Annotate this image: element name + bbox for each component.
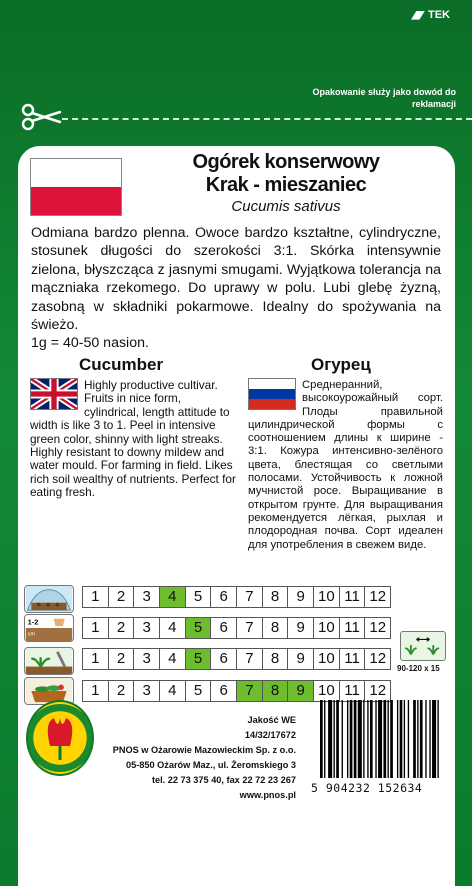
month-cell-11: 11 <box>340 618 366 638</box>
barcode-bar <box>413 700 416 778</box>
barcode-bar <box>425 700 426 778</box>
seedling-tray-icon <box>24 585 74 613</box>
cut-line <box>62 118 472 120</box>
barcode-bar <box>383 700 386 778</box>
month-cell-8: 8 <box>263 618 289 638</box>
barcode-bar <box>388 700 389 778</box>
barcode-bar <box>408 700 409 778</box>
svg-text:cm: cm <box>27 631 36 638</box>
month-cell-9: 9 <box>288 681 314 701</box>
company-info <box>90 713 296 803</box>
calendar-row-sowing-under-cover <box>82 586 391 608</box>
product-name-line1: Ogórek konserwowy <box>192 151 380 173</box>
month-cell-12: 12 <box>369 682 387 699</box>
month-cell-4: 4 <box>160 681 186 701</box>
barcode-bar <box>375 700 376 778</box>
company-address: 05-850 Ożarów Maz., ul. Żeromskiego 3 <box>125 760 296 770</box>
month-cell-1: 1 <box>83 681 109 701</box>
month-cell-7: 7 <box>237 681 263 701</box>
registration-number: 14/32/17672 <box>244 730 296 740</box>
month-cell-8: 8 <box>263 649 289 669</box>
barcode-bar <box>334 700 335 778</box>
month-cell-1: 1 <box>83 649 109 669</box>
month-cell-6: 6 <box>211 681 237 701</box>
month-cell-2: 2 <box>109 681 135 701</box>
company-name: PNOS w Ożarowie Mazowieckim Sp. z o.o. <box>112 745 296 755</box>
tek-brand-mark: TEK <box>411 9 450 21</box>
barcode-bar <box>363 700 364 778</box>
heading-russian: Огурец <box>311 355 371 374</box>
latin-name: Cucumis sativus <box>231 198 341 215</box>
seed-count: 1g = 40-50 nasion. <box>31 335 149 352</box>
month-cell-5: 5 <box>186 649 212 669</box>
month-cell-2: 2 <box>109 649 135 669</box>
month-cell-12: 12 <box>369 588 387 605</box>
month-cell-3: 3 <box>134 618 160 638</box>
month-cell-9: 9 <box>288 649 314 669</box>
month-cell-6: 6 <box>211 649 237 669</box>
barcode-bar <box>320 700 323 778</box>
description-ru: Среднеранний, высокоурожайный сорт. Плоды правильной цилиндрической формы с соотношением длины к ширине - 3:1. Кожура интенсивно-зелёного цвета, блестящая со светлыми полосами. Устойчивость к ложной мучнистой росе. Выращивание в открытом грунте. Для выращивания рекомендуется лёгкая, рыхлая и плодородная почва. Сорт идеален для употребления в свежем виде. <box>248 379 443 551</box>
russia-flag-icon <box>248 378 296 410</box>
month-cell-11: 11 <box>340 587 366 607</box>
month-cell-8: 8 <box>263 681 289 701</box>
barcode-digits: 5 904232 152634 <box>311 781 423 795</box>
month-cell-12: 12 <box>369 619 387 636</box>
month-cell-7: 7 <box>237 587 263 607</box>
barcode-bar <box>417 700 418 778</box>
month-cell-1: 1 <box>83 587 109 607</box>
description-pl: Odmiana bardzo plenna. Owoce bardzo kształtne, cylindryczne, stosunek długości do szerokości 3:1. Skórka intensywnie zielona, błyszcząca z jasnymi smugami. Wyjątkowa tolerancja na mączniaka rzekomego. Do uprawy w polu. Lubi glebę żyzną, zasobną w składniki pokarmowe. Idealny do spożywania na świeżo. 1g = 40-50 nasion. <box>31 225 441 352</box>
barcode-bar <box>429 700 430 778</box>
month-cell-9: 9 <box>288 618 314 638</box>
month-cell-2: 2 <box>109 587 135 607</box>
month-cell-5: 5 <box>186 587 212 607</box>
month-cell-12: 12 <box>369 650 387 667</box>
barcode-bar <box>350 700 353 778</box>
barcode-bar <box>336 700 339 778</box>
barcode-bar <box>400 700 403 778</box>
barcode-bar <box>420 700 423 778</box>
uk-flag-icon <box>30 378 78 410</box>
barcode-bar <box>324 700 325 778</box>
receipt-note: Opakowanie służy jako dowód do reklamacji <box>312 87 456 109</box>
month-cell-4: 4 <box>160 618 186 638</box>
month-cell-11: 11 <box>340 681 366 701</box>
month-cell-3: 3 <box>134 587 160 607</box>
month-cell-7: 7 <box>237 618 263 638</box>
barcode-bar <box>378 700 382 778</box>
poland-flag-icon <box>30 158 122 216</box>
barcode-bar <box>404 700 405 778</box>
tulip-logo-icon <box>28 702 92 774</box>
month-cell-5: 5 <box>186 618 212 638</box>
heading-english: Cucumber <box>79 355 164 374</box>
description-en: Highly productive cultivar. Fruits in nice form, cylindrical, length attitude to width is like 3 to 1. Peel in intensive green color, shinny with light streaks. Highly resistant to downy mildew and water mould. For farming in field. Likes rich soil wealthy of nutrients. Perfect for eating fresh. <box>30 378 236 500</box>
tek-logo-icon <box>411 11 425 20</box>
barcode-bar <box>370 700 373 778</box>
barcode-bar <box>354 700 357 778</box>
month-cell-10: 10 <box>314 681 340 701</box>
svg-text:1-2: 1-2 <box>27 617 39 627</box>
calendar-row-direct-sowing <box>82 617 391 639</box>
company-phone: tel. 22 73 375 40, fax 22 72 23 267 <box>151 775 296 785</box>
barcode-bar <box>347 700 348 778</box>
month-cell-4: 4 <box>160 587 186 607</box>
month-cell-3: 3 <box>134 649 160 669</box>
barcode-bar <box>397 700 398 778</box>
month-cell-10: 10 <box>314 649 340 669</box>
barcode-bar <box>328 700 332 778</box>
month-cell-4: 4 <box>160 649 186 669</box>
sowing-depth-icon <box>24 614 74 642</box>
month-cell-10: 10 <box>314 618 340 638</box>
barcode-bar <box>358 700 362 778</box>
barcode-bar <box>437 700 438 778</box>
plant-spacing-label: 90-120 x 15 <box>397 664 440 673</box>
month-cell-11: 11 <box>340 649 366 669</box>
month-cell-3: 3 <box>134 681 160 701</box>
plant-spacing-icon <box>400 631 446 661</box>
month-cell-6: 6 <box>211 618 237 638</box>
planting-out-icon <box>24 647 74 675</box>
barcode-bar <box>390 700 393 778</box>
month-cell-2: 2 <box>109 618 135 638</box>
pnos-logo <box>26 700 94 776</box>
quality-mark: Jakość WE <box>247 715 296 725</box>
month-cell-6: 6 <box>211 587 237 607</box>
product-title <box>150 151 422 216</box>
calendar-row-harvest <box>82 680 391 702</box>
month-cell-10: 10 <box>314 587 340 607</box>
product-name-line2: Krak - mieszaniec <box>205 174 367 196</box>
calendar-row-planting-out <box>82 648 391 670</box>
month-cell-9: 9 <box>288 587 314 607</box>
company-website: www.pnos.pl <box>239 790 296 800</box>
month-cell-5: 5 <box>186 681 212 701</box>
month-cell-1: 1 <box>83 618 109 638</box>
barcode-bar <box>367 700 368 778</box>
month-cell-7: 7 <box>237 649 263 669</box>
barcode <box>314 700 446 786</box>
scissors-icon <box>20 102 66 132</box>
barcode-bar <box>432 700 436 778</box>
month-cell-8: 8 <box>263 587 289 607</box>
barcode-bar <box>342 700 343 778</box>
